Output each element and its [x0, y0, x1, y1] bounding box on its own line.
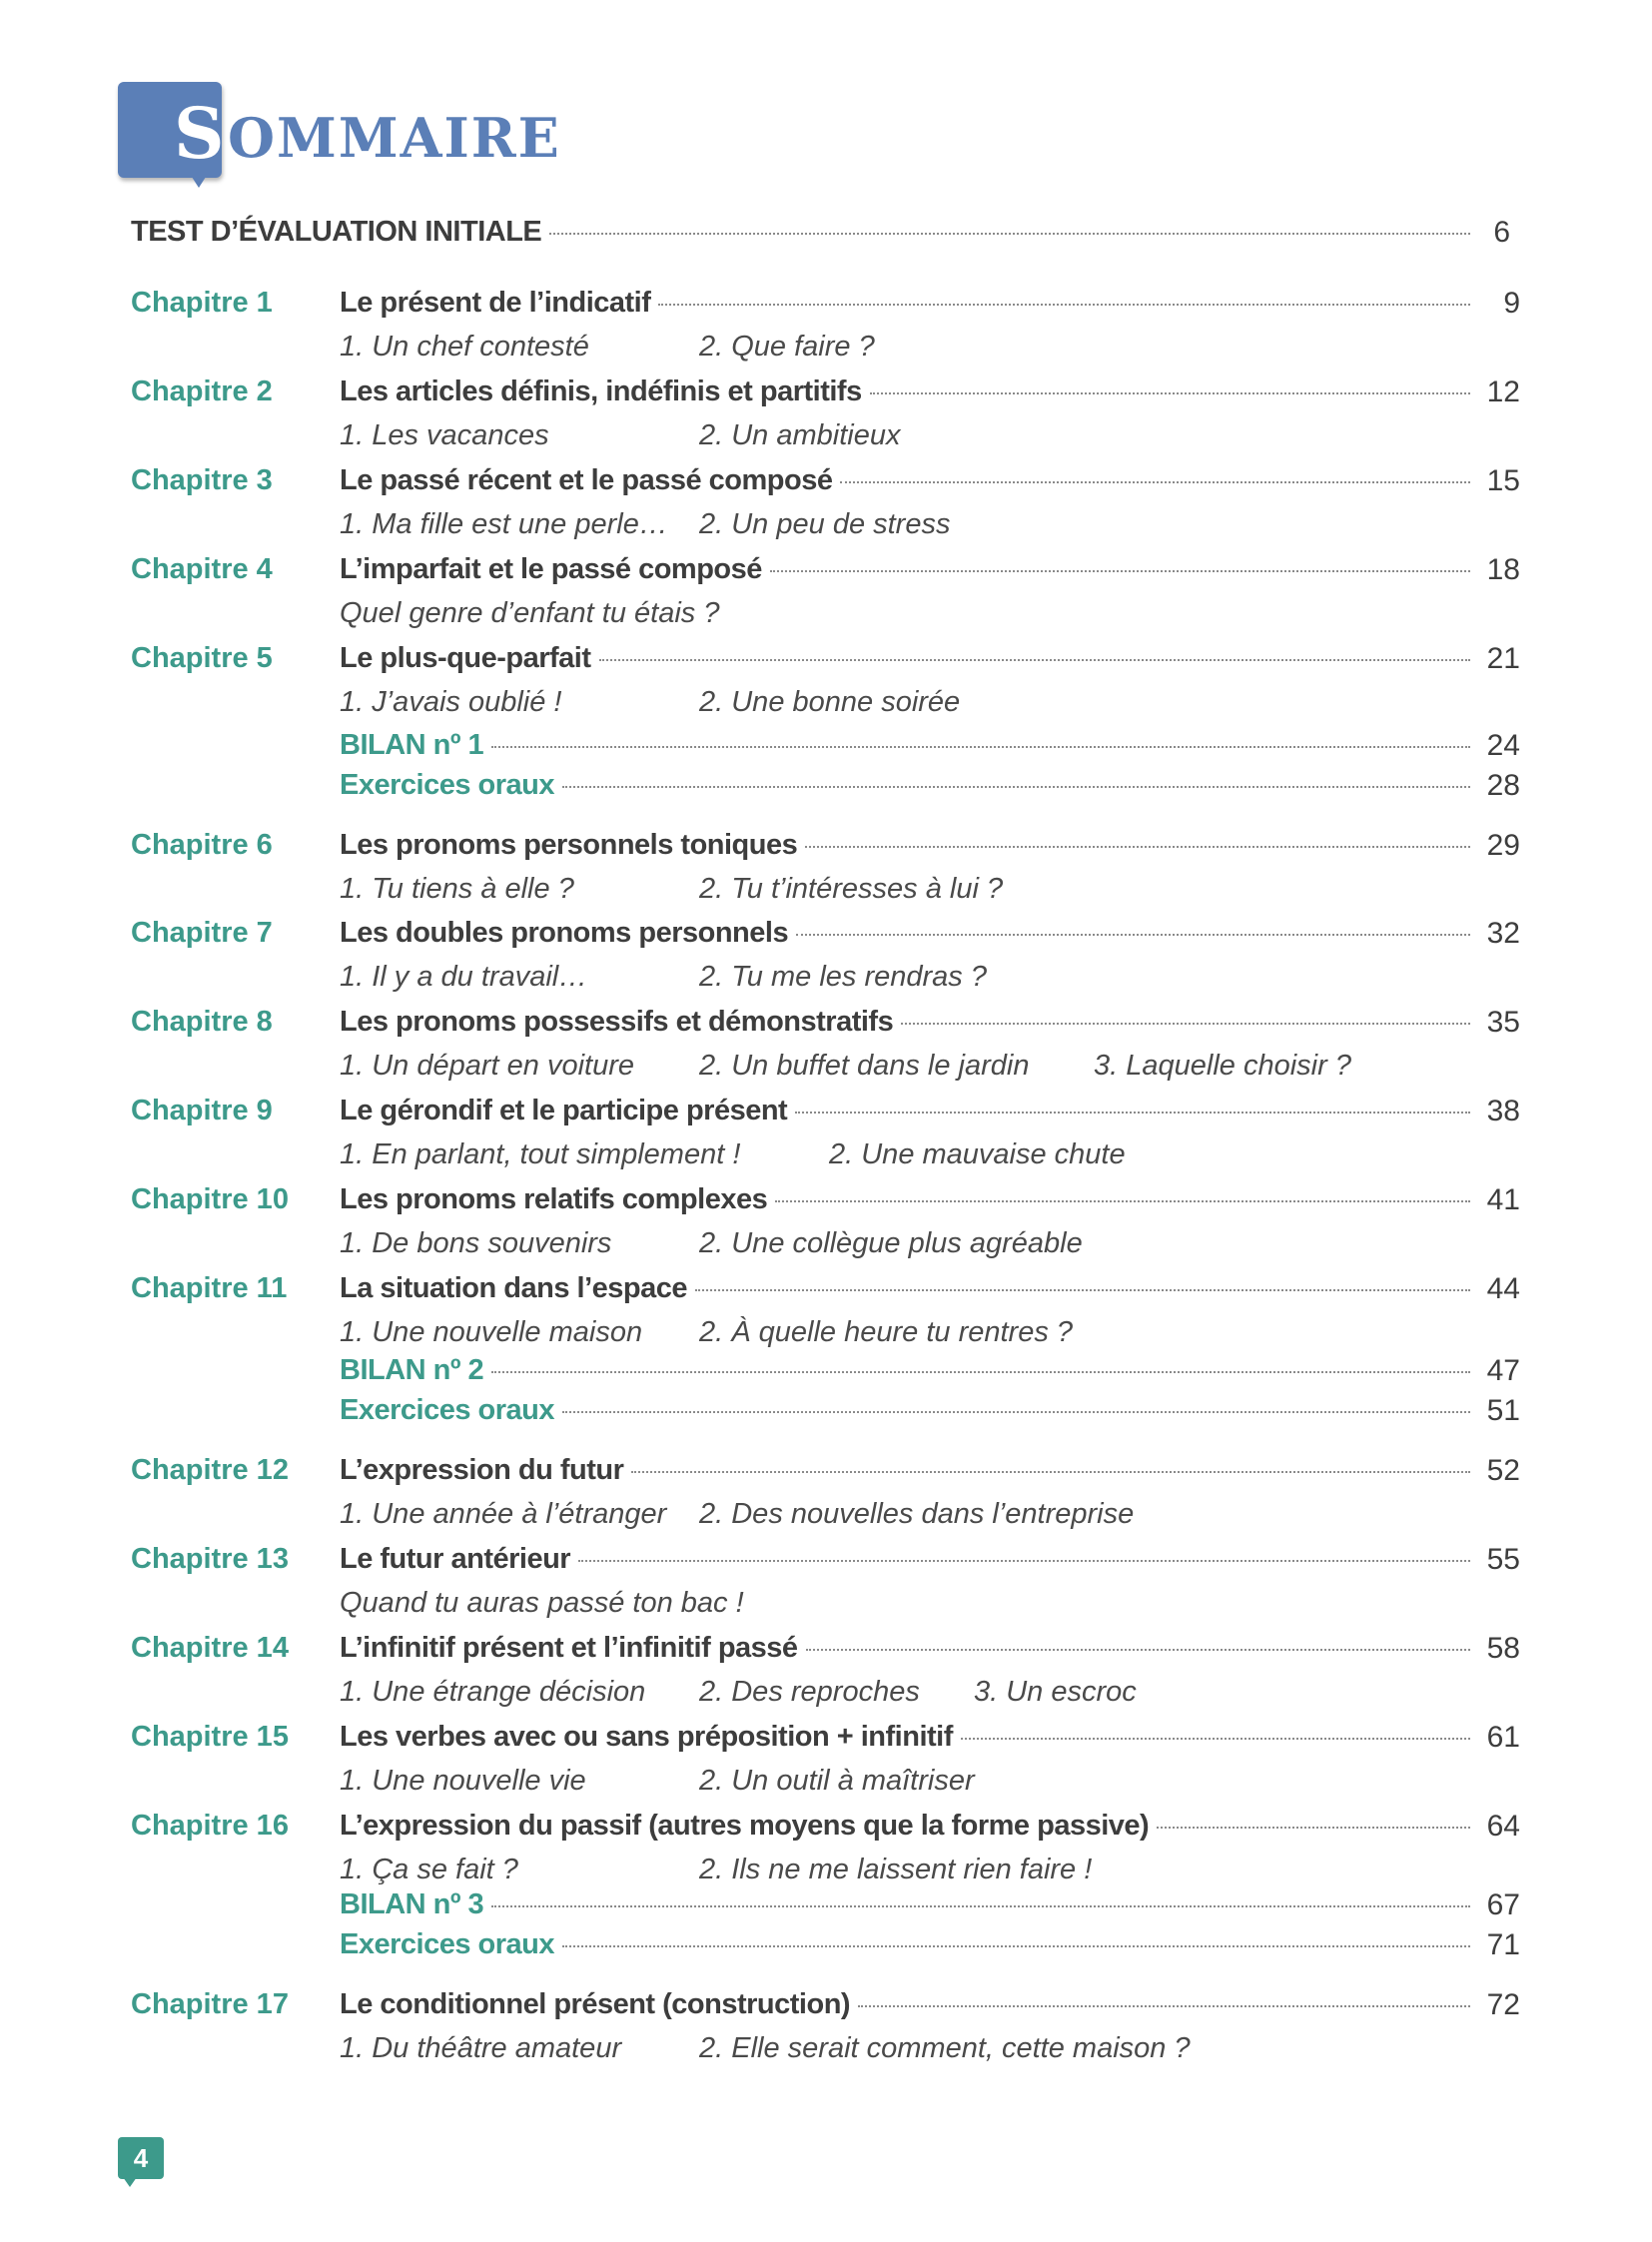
chapter-title: Le passé récent et le passé composé [340, 464, 833, 496]
section-item: 1. Il y a du travail… [340, 961, 588, 993]
dot-leader [858, 2005, 1470, 2007]
page-number: 9 [1503, 287, 1520, 320]
toc-entry [0, 1354, 1652, 1398]
dot-leader [695, 1289, 1470, 1291]
chapter-sections [0, 686, 1652, 726]
section-item: 1. En parlant, tout simplement ! [340, 1138, 741, 1170]
bilan-title: BILAN nº 1 [340, 729, 484, 761]
dot-leader [795, 1112, 1470, 1114]
chapter-title: L’expression du futur [340, 1454, 624, 1486]
chapter-sections [0, 1765, 1652, 1805]
chapter-label: Chapitre 15 [131, 1721, 289, 1753]
chapter-title: Le plus-que-parfait [340, 642, 591, 674]
page-number: 41 [1486, 1183, 1520, 1216]
heading-initial: S [174, 92, 226, 175]
toc-entry [0, 216, 1652, 260]
toc-entry [0, 375, 1652, 419]
chapter-sections [0, 873, 1652, 913]
chapter-title: Les pronoms relatifs complexes [340, 1183, 768, 1215]
chapter-label: Chapitre 6 [131, 829, 273, 861]
page-number: 71 [1486, 1928, 1520, 1961]
dot-leader [578, 1560, 1470, 1562]
dot-leader [1157, 1827, 1470, 1829]
section-item: 2. Tu t’intéresses à lui ? [699, 873, 1004, 905]
section-item: 3. Un escroc [974, 1676, 1137, 1708]
toc-leader-line [340, 829, 1478, 862]
chapter-label: Chapitre 9 [131, 1095, 273, 1126]
section-item: 2. Une bonne soirée [699, 686, 961, 718]
dot-leader [961, 1738, 1470, 1740]
chapter-title: Les doubles pronoms personnels [340, 917, 789, 949]
section-item: 2. Des nouvelles dans l’entreprise [699, 1498, 1135, 1530]
dot-leader [806, 1649, 1470, 1651]
section-item: Quand tu auras passé ton bac ! [340, 1587, 744, 1619]
chapter-label: Chapitre 1 [131, 287, 273, 319]
toc-leader-line [340, 729, 1478, 762]
chapter-title: L’imparfait et le passé composé [340, 553, 762, 585]
dot-leader [491, 746, 1470, 748]
chapter-sections [0, 1050, 1652, 1090]
section-item: 1. Tu tiens à elle ? [340, 873, 574, 905]
chapter-sections [0, 1587, 1652, 1627]
dot-leader [805, 846, 1470, 848]
page-number: 29 [1486, 829, 1520, 862]
toc-leader-line [340, 1988, 1478, 2021]
section-item: 1. Ça se fait ? [340, 1854, 518, 1885]
page-number: 51 [1486, 1394, 1520, 1427]
page-number: 24 [1486, 729, 1520, 762]
toc-leader-line [340, 1454, 1478, 1487]
toc-leader-line [340, 1006, 1478, 1039]
toc-leader-line [340, 1721, 1478, 1754]
chapter-sections [0, 961, 1652, 1001]
toc-entry [0, 1394, 1652, 1438]
page-number: 28 [1486, 769, 1520, 802]
chapter-sections [0, 1498, 1652, 1538]
heading-text: OMMAIRE [228, 106, 561, 170]
chapter-label: Chapitre 16 [131, 1810, 289, 1842]
chapter-sections [0, 331, 1652, 371]
section-item: 1. Une nouvelle vie [340, 1765, 586, 1797]
dot-leader [491, 1905, 1470, 1907]
section-item: 2. Un buffet dans le jardin [699, 1050, 1030, 1082]
chapter-label: Chapitre 3 [131, 464, 273, 496]
toc-entry [0, 917, 1652, 961]
toc-leader-line [340, 1888, 1478, 1921]
toc-leader-line [340, 1095, 1478, 1127]
chapter-title: La situation dans l’espace [340, 1272, 687, 1304]
chapter-label: Chapitre 8 [131, 1006, 273, 1038]
section-item: 1. Une année à l’étranger [340, 1498, 667, 1530]
chapter-sections [0, 597, 1652, 637]
toc-entry [0, 553, 1652, 597]
toc-leader-line [340, 1272, 1478, 1305]
bilan-title: BILAN nº 2 [340, 1354, 484, 1386]
section-item: 2. Une collègue plus agréable [699, 1227, 1083, 1259]
toc-entry [0, 729, 1652, 773]
toc-entry [0, 642, 1652, 686]
chapter-sections [0, 2032, 1652, 2072]
chapter-sections [0, 1854, 1652, 1893]
dot-leader [599, 659, 1470, 661]
page-number: 6 [1493, 216, 1510, 249]
dot-leader [549, 233, 1470, 235]
chapter-sections [0, 1676, 1652, 1716]
dot-leader [770, 570, 1470, 572]
toc-leader-line [340, 1354, 1478, 1387]
page-number: 61 [1486, 1721, 1520, 1754]
section-item: 1. Ma fille est une perle… [340, 508, 668, 540]
page-number-badge: 4 [118, 2137, 164, 2179]
toc-entry [0, 1006, 1652, 1050]
page-number: 55 [1486, 1543, 1520, 1576]
section-item: 2. Elle serait comment, cette maison ? [699, 2032, 1191, 2064]
page-number: 58 [1486, 1632, 1520, 1665]
toc-leader-line [340, 553, 1478, 586]
section-item: 1. Un chef contesté [340, 331, 589, 363]
section-item: 1. Un départ en voiture [340, 1050, 635, 1082]
chapter-label: Chapitre 7 [131, 917, 273, 949]
toc-entry [0, 287, 1652, 331]
page-number: 44 [1486, 1272, 1520, 1305]
chapter-title: Les articles définis, indéfinis et partitifs [340, 375, 862, 407]
chapter-title: L’infinitif présent et l’infinitif passé [340, 1632, 798, 1664]
section-item: Quel genre d’enfant tu étais ? [340, 597, 720, 629]
chapter-label: Chapitre 4 [131, 553, 273, 585]
page-number: 72 [1486, 1988, 1520, 2021]
chapter-title: Le présent de l’indicatif [340, 287, 651, 319]
toc-entry [0, 1183, 1652, 1227]
section-item: 2. Ils ne me laissent rien faire ! [699, 1854, 1093, 1885]
toc-leader-line [340, 1543, 1478, 1576]
chapter-title: Le conditionnel présent (construction) [340, 1988, 851, 2020]
toc-leader-line [340, 917, 1478, 950]
section-item: 1. Une nouvelle maison [340, 1316, 643, 1348]
chapter-sections [0, 419, 1652, 459]
dot-leader [491, 1371, 1470, 1373]
chapter-title: L’expression du passif (autres moyens que la forme passive) [340, 1810, 1150, 1842]
toc-leader-line [340, 769, 1478, 802]
chapter-sections [0, 1227, 1652, 1267]
toc-leader-line [340, 375, 1478, 408]
toc-entry [0, 1928, 1652, 1972]
toc-leader-line [340, 287, 1478, 320]
page-number-badge-tail [123, 2177, 137, 2187]
section-item: 1. De bons souvenirs [340, 1227, 612, 1259]
chapter-title: Les pronoms possessifs et démonstratifs [340, 1006, 894, 1038]
toc-entry [0, 1810, 1652, 1854]
toc-entry [0, 1632, 1652, 1676]
toc-entry [0, 1988, 1652, 2032]
section-item: 2. Un peu de stress [699, 508, 951, 540]
page-number: 18 [1486, 553, 1520, 586]
section-item: 1. J’avais oublié ! [340, 686, 562, 718]
toc-entry [0, 769, 1652, 813]
toc-entry [0, 464, 1652, 508]
section-item: 1. Une étrange décision [340, 1676, 646, 1708]
section-item: 2. Un ambitieux [699, 419, 901, 451]
page-number: 47 [1486, 1354, 1520, 1387]
dot-leader [775, 1200, 1470, 1202]
chapter-title: Les verbes avec ou sans préposition + infinitif [340, 1721, 953, 1753]
toc-leader-line [340, 1928, 1478, 1961]
dot-leader [562, 1945, 1470, 1947]
page-number: 64 [1486, 1810, 1520, 1843]
chapter-title: Les pronoms personnels toniques [340, 829, 798, 861]
toc-entry [0, 829, 1652, 873]
heading-box-tail [190, 174, 208, 188]
oral-exercises-title: Exercices oraux [340, 769, 554, 801]
page-number: 32 [1486, 917, 1520, 950]
section-item: 2. Tu me les rendras ? [699, 961, 987, 993]
toc-leader-line [340, 1394, 1478, 1427]
chapter-sections [0, 1138, 1652, 1178]
section-item: 2. Que faire ? [699, 331, 875, 363]
toc-leader-line [340, 1810, 1478, 1843]
toc-entry [0, 1454, 1652, 1498]
page-number: 21 [1486, 642, 1520, 675]
chapter-label: Chapitre 13 [131, 1543, 289, 1575]
chapter-label: Chapitre 2 [131, 375, 273, 407]
dot-leader [870, 392, 1470, 394]
toc-entry [0, 1272, 1652, 1316]
section-item: 2. Un outil à maîtriser [699, 1765, 975, 1797]
chapter-sections [0, 508, 1652, 548]
section-item: 1. Du théâtre amateur [340, 2032, 622, 2064]
toc-entry [0, 1888, 1652, 1932]
dot-leader [631, 1471, 1470, 1473]
section-item: 2. À quelle heure tu rentres ? [699, 1316, 1074, 1348]
toc-leader-line [340, 1183, 1478, 1216]
toc-leader-line [131, 216, 1478, 249]
chapter-label: Chapitre 5 [131, 642, 273, 674]
section-item: 2. Une mauvaise chute [829, 1138, 1126, 1170]
toc-leader-line [340, 642, 1478, 675]
dot-leader [796, 934, 1470, 936]
toc-entry [0, 1543, 1652, 1587]
chapter-label: Chapitre 12 [131, 1454, 289, 1486]
chapter-sections [0, 1316, 1652, 1356]
toc-leader-line [340, 464, 1478, 497]
section-item: 2. Des reproches [699, 1676, 920, 1708]
toc-leader-line [340, 1632, 1478, 1665]
dot-leader [658, 304, 1470, 306]
chapter-label: Chapitre 14 [131, 1632, 289, 1664]
bilan-title: BILAN nº 3 [340, 1888, 484, 1920]
toc-entry [0, 1095, 1652, 1138]
chapter-label: Chapitre 10 [131, 1183, 289, 1215]
page-number: 15 [1486, 464, 1520, 497]
initial-test-title: TEST D’ÉVALUATION INITIALE [131, 216, 542, 248]
chapter-label: Chapitre 17 [131, 1988, 289, 2020]
page-number: 52 [1486, 1454, 1520, 1487]
chapter-title: Le futur antérieur [340, 1543, 571, 1575]
dot-leader [840, 481, 1470, 483]
toc-entry [0, 1721, 1652, 1765]
oral-exercises-title: Exercices oraux [340, 1928, 554, 1960]
chapter-title: Le gérondif et le participe présent [340, 1095, 788, 1126]
page-number: 38 [1486, 1095, 1520, 1127]
section-item: 1. Les vacances [340, 419, 549, 451]
page-number: 12 [1486, 375, 1520, 408]
section-item: 3. Laquelle choisir ? [1094, 1050, 1351, 1082]
dot-leader [901, 1023, 1470, 1025]
chapter-label: Chapitre 11 [131, 1272, 288, 1304]
dot-leader [562, 786, 1470, 788]
oral-exercises-title: Exercices oraux [340, 1394, 554, 1426]
dot-leader [562, 1411, 1470, 1413]
page-number: 35 [1486, 1006, 1520, 1039]
page-number: 67 [1486, 1888, 1520, 1921]
